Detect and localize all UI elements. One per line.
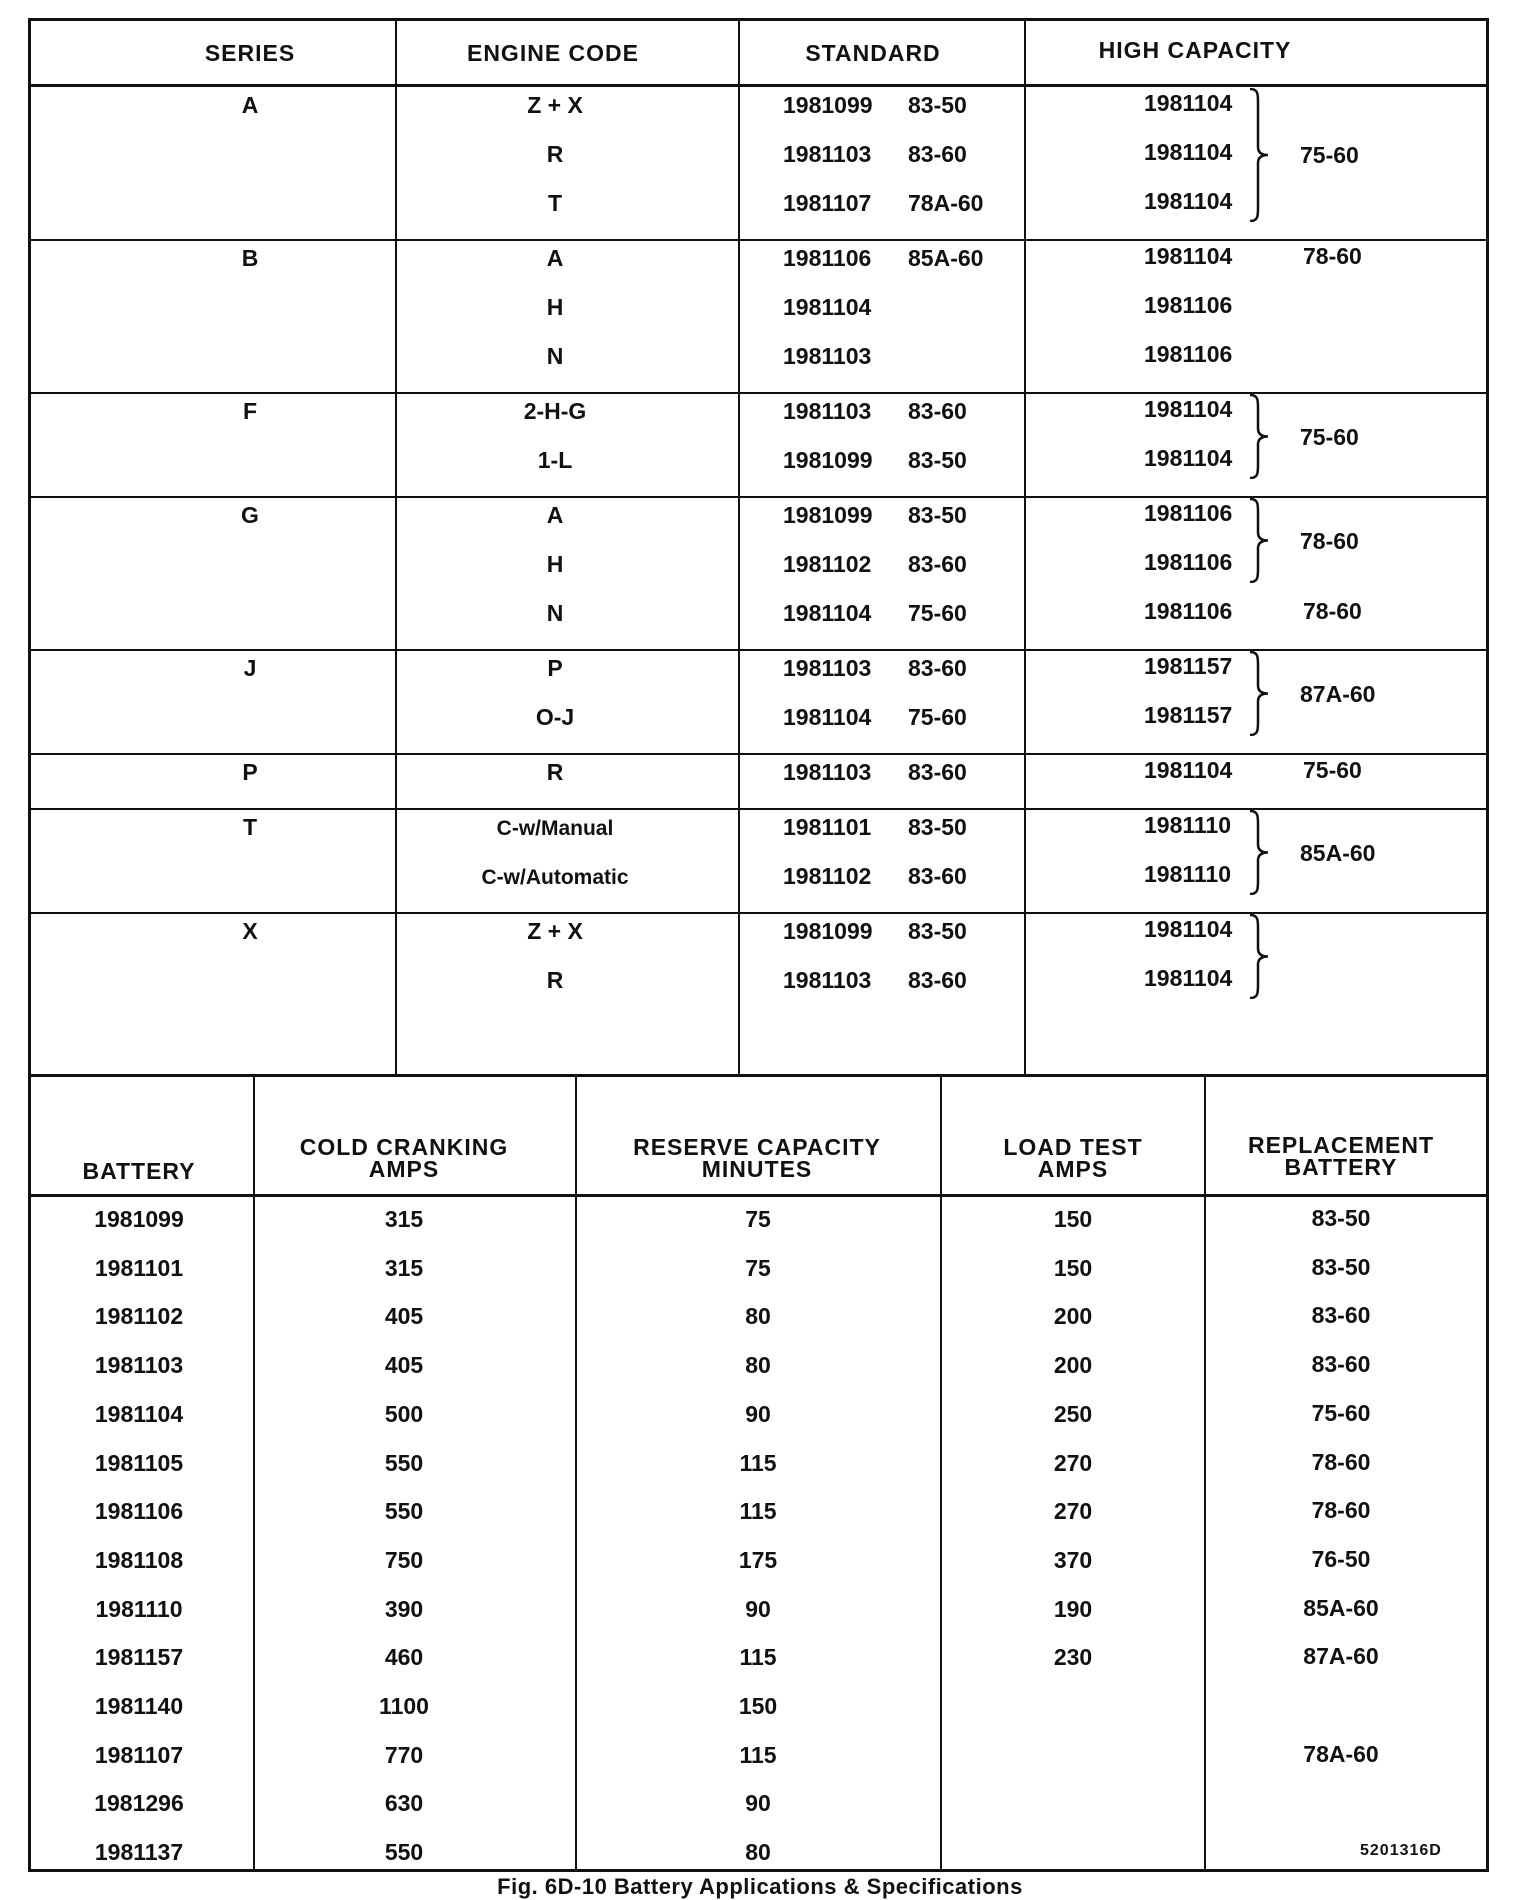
standard-battery: 1981104	[783, 600, 872, 626]
standard-rating: 83-50	[908, 814, 967, 840]
high-capacity-battery: 1981104	[1144, 916, 1233, 942]
spec-reserve-capacity: 90	[745, 1595, 771, 1622]
spec-cold-cranking-amps: 750	[384, 1546, 424, 1573]
spec-battery: 1981157	[94, 1644, 184, 1671]
spec-load-test-amps: 230	[1053, 1644, 1093, 1671]
header-divider	[30, 84, 1487, 87]
high-capacity-battery: 1981157	[1144, 702, 1233, 728]
series-group-divider	[30, 753, 1487, 755]
spec-replacement-battery: 75-60	[1311, 1399, 1371, 1426]
spec-replacement-battery: 83-60	[1311, 1351, 1371, 1378]
spec-load-test-amps: 150	[1053, 1254, 1093, 1281]
standard-battery: 1981101	[783, 814, 872, 840]
spec-battery: 1981104	[94, 1400, 184, 1427]
standard-battery: 1981103	[783, 967, 872, 993]
engine-code: H	[546, 294, 564, 320]
high-capacity-battery: 1981104	[1144, 188, 1233, 214]
high-capacity-battery: 1981104	[1144, 139, 1233, 165]
spec-cold-cranking-amps: 500	[384, 1400, 424, 1427]
engine-code: T	[547, 190, 563, 216]
header-reserve-capacity-2: MINUTES	[701, 1156, 813, 1182]
engine-code: N	[546, 600, 564, 626]
header-reserve-capacity-1: RESERVE CAPACITY	[633, 1134, 881, 1160]
spec-load-test-amps: 270	[1053, 1449, 1093, 1476]
spec-replacement-battery: 78A-60	[1303, 1740, 1379, 1767]
high-capacity-battery: 1981104	[1144, 757, 1233, 783]
spec-header-divider	[30, 1194, 1487, 1197]
high-capacity-battery: 1981104	[1144, 445, 1233, 471]
standard-rating: 75-60	[908, 600, 967, 626]
spec-battery: 1981140	[94, 1693, 184, 1719]
spec-reserve-capacity: 80	[745, 1303, 771, 1330]
spec-cold-cranking-amps: 390	[384, 1595, 424, 1622]
spec-load-test-amps: 200	[1053, 1303, 1093, 1330]
spec-load-test-amps: 190	[1053, 1595, 1093, 1622]
spec-reserve-capacity: 75	[745, 1254, 771, 1281]
header-load-test-2: AMPS	[1037, 1156, 1109, 1182]
spec-cold-cranking-amps: 315	[384, 1254, 424, 1281]
standard-battery: 1981099	[783, 92, 873, 118]
applications-column-divider	[738, 18, 740, 1074]
standard-rating: 83-60	[908, 398, 967, 424]
header-engine-code: ENGINE CODE	[466, 40, 640, 66]
spec-column-divider	[940, 1076, 942, 1870]
high-capacity-battery: 1981104	[1144, 396, 1233, 422]
spec-battery: 1981105	[94, 1449, 184, 1476]
engine-code: 2-H-G	[523, 398, 587, 424]
spec-battery: 1981110	[95, 1595, 183, 1622]
spec-column-divider	[253, 1076, 255, 1870]
high-capacity-battery: 1981104	[1144, 965, 1233, 991]
header-load-test-1: LOAD TEST	[1003, 1134, 1143, 1160]
spec-cold-cranking-amps: 550	[384, 1498, 424, 1525]
engine-code: R	[546, 967, 564, 993]
standard-battery: 1981102	[783, 863, 872, 889]
spec-battery: 1981108	[94, 1546, 184, 1573]
spec-cold-cranking-amps: 550	[384, 1839, 424, 1866]
high-capacity-brace	[1248, 498, 1270, 583]
series-label: J	[243, 655, 257, 681]
high-capacity-brace	[1248, 88, 1270, 222]
spec-cold-cranking-amps: 1100	[379, 1693, 429, 1719]
spec-cold-cranking-amps: 405	[384, 1303, 424, 1330]
standard-battery: 1981099	[783, 502, 873, 528]
high-capacity-battery: 1981106	[1144, 292, 1233, 318]
high-capacity-battery: 1981110	[1144, 861, 1232, 887]
spec-column-divider	[1204, 1076, 1206, 1870]
high-capacity-brace	[1248, 810, 1270, 895]
high-capacity-rating: 75-60	[1303, 757, 1362, 783]
spec-reserve-capacity: 115	[739, 1498, 777, 1525]
spec-battery: 1981106	[94, 1498, 184, 1525]
series-label: A	[241, 92, 259, 118]
spec-reserve-capacity: 175	[738, 1546, 778, 1573]
spec-battery: 1981099	[94, 1206, 184, 1232]
spec-replacement-battery: 83-50	[1311, 1205, 1371, 1231]
spec-cold-cranking-amps: 405	[384, 1352, 424, 1379]
spec-reserve-capacity: 115	[739, 1449, 777, 1476]
series-label: X	[242, 918, 258, 944]
spec-reserve-capacity: 80	[745, 1839, 771, 1866]
engine-code: 1-L	[537, 447, 573, 473]
standard-rating: 85A-60	[908, 245, 984, 271]
spec-battery: 1981296	[94, 1790, 184, 1817]
standard-rating: 83-50	[908, 447, 967, 473]
spec-reserve-capacity: 75	[745, 1206, 771, 1232]
engine-code: R	[546, 759, 564, 785]
standard-rating: 83-60	[908, 759, 967, 785]
standard-rating: 83-60	[908, 655, 967, 681]
standard-battery: 1981102	[783, 551, 872, 577]
engine-code: Z + X	[527, 92, 583, 118]
spec-replacement-battery: 83-50	[1311, 1253, 1371, 1280]
header-cold-cranking-1: COLD CRANKING	[299, 1134, 509, 1160]
spec-load-test-amps: 270	[1053, 1498, 1093, 1525]
spec-load-test-amps: 200	[1053, 1352, 1093, 1379]
header-replacement-1: REPLACEMENT	[1247, 1132, 1435, 1158]
spec-replacement-battery: 83-60	[1311, 1302, 1371, 1329]
engine-code: C-w/Automatic	[481, 866, 629, 889]
high-capacity-battery: 1981104	[1144, 90, 1233, 116]
standard-battery: 1981104	[783, 294, 872, 320]
series-label: B	[241, 245, 259, 271]
series-label: T	[242, 814, 258, 840]
header-replacement-2: BATTERY	[1284, 1154, 1398, 1180]
engine-code: A	[546, 245, 564, 271]
standard-rating: 78A-60	[908, 190, 984, 216]
standard-battery: 1981103	[783, 141, 872, 167]
high-capacity-brace	[1248, 394, 1270, 479]
high-capacity-rating: 78-60	[1303, 243, 1362, 269]
spec-battery: 1981103	[94, 1352, 184, 1379]
series-group-divider	[30, 239, 1487, 241]
spec-cold-cranking-amps: 460	[384, 1644, 424, 1671]
spec-cold-cranking-amps: 770	[384, 1741, 424, 1768]
standard-rating: 83-60	[908, 967, 967, 993]
standard-battery: 1981103	[783, 759, 872, 785]
standard-battery: 1981106	[783, 245, 872, 271]
header-cold-cranking-2: AMPS	[368, 1156, 440, 1182]
engine-code: Z + X	[527, 918, 583, 944]
applications-column-divider	[395, 18, 397, 1074]
spec-replacement-battery: 85A-60	[1303, 1594, 1379, 1621]
high-capacity-battery: 1981157	[1144, 653, 1233, 679]
spec-reserve-capacity: 80	[745, 1352, 771, 1379]
spec-reserve-capacity: 90	[745, 1400, 771, 1427]
standard-rating: 83-50	[908, 92, 967, 118]
standard-battery: 1981099	[783, 447, 873, 473]
high-capacity-group-rating: 87A-60	[1300, 680, 1376, 707]
series-label: P	[242, 759, 258, 785]
standard-battery: 1981103	[783, 398, 872, 424]
standard-rating: 83-50	[908, 502, 967, 528]
high-capacity-battery: 1981106	[1144, 500, 1233, 526]
applications-column-divider	[1024, 18, 1026, 1074]
series-label: G	[241, 502, 259, 528]
high-capacity-rating: 78-60	[1303, 598, 1362, 624]
header-high-capacity: HIGH CAPACITY	[1098, 37, 1292, 63]
standard-battery: 1981104	[783, 704, 872, 730]
standard-rating: 83-60	[908, 141, 967, 167]
standard-rating: 83-60	[908, 863, 967, 889]
engine-code: H	[546, 551, 564, 577]
standard-rating: 75-60	[908, 704, 967, 730]
spec-cold-cranking-amps: 550	[384, 1449, 424, 1476]
spec-replacement-battery: 78-60	[1311, 1497, 1371, 1524]
series-label: F	[242, 398, 258, 424]
spec-column-divider	[575, 1076, 577, 1870]
high-capacity-battery: 1981104	[1144, 243, 1233, 269]
standard-rating: 83-60	[908, 551, 967, 577]
header-series: SERIES	[204, 40, 296, 66]
engine-code: O-J	[535, 704, 575, 730]
high-capacity-group-rating: 75-60	[1300, 423, 1359, 450]
figure-code: 5201316D	[1360, 1842, 1442, 1859]
spec-battery: 1981107	[94, 1741, 184, 1768]
engine-code: A	[546, 502, 564, 528]
high-capacity-battery: 1981106	[1144, 341, 1233, 367]
high-capacity-battery: 1981110	[1144, 812, 1232, 838]
header-standard: STANDARD	[805, 40, 941, 66]
high-capacity-group-rating: 85A-60	[1300, 839, 1376, 866]
engine-code: C-w/Manual	[496, 817, 614, 840]
figure-caption: Fig. 6D-10 Battery Applications & Specifications	[497, 1874, 1023, 1899]
high-capacity-brace	[1248, 651, 1270, 736]
spec-battery: 1981101	[94, 1254, 184, 1281]
high-capacity-group-rating: 78-60	[1300, 527, 1359, 554]
high-capacity-brace	[1248, 914, 1270, 999]
spec-load-test-amps: 370	[1053, 1546, 1093, 1573]
spec-cold-cranking-amps: 630	[384, 1790, 424, 1817]
standard-battery: 1981103	[783, 655, 872, 681]
section-divider	[30, 1074, 1487, 1077]
standard-battery: 1981099	[783, 918, 873, 944]
engine-code: P	[547, 655, 563, 681]
spec-reserve-capacity: 115	[739, 1644, 777, 1671]
spec-battery: 1981137	[94, 1839, 184, 1866]
spec-replacement-battery: 87A-60	[1303, 1643, 1379, 1670]
spec-replacement-battery: 76-50	[1311, 1545, 1371, 1572]
spec-reserve-capacity: 115	[739, 1741, 777, 1768]
spec-battery: 1981102	[94, 1303, 184, 1330]
standard-battery: 1981103	[783, 343, 872, 369]
high-capacity-battery: 1981106	[1144, 598, 1233, 624]
standard-battery: 1981107	[783, 190, 872, 216]
spec-load-test-amps: 250	[1053, 1400, 1093, 1427]
standard-rating: 83-50	[908, 918, 967, 944]
spec-reserve-capacity: 150	[738, 1693, 778, 1719]
high-capacity-battery: 1981106	[1144, 549, 1233, 575]
engine-code: R	[546, 141, 564, 167]
header-battery: BATTERY	[82, 1158, 196, 1184]
spec-load-test-amps: 150	[1053, 1206, 1093, 1232]
spec-cold-cranking-amps: 315	[384, 1206, 424, 1232]
high-capacity-group-rating: 75-60	[1300, 142, 1359, 168]
spec-replacement-battery: 78-60	[1311, 1448, 1371, 1475]
spec-reserve-capacity: 90	[745, 1790, 771, 1817]
engine-code: N	[546, 343, 564, 369]
